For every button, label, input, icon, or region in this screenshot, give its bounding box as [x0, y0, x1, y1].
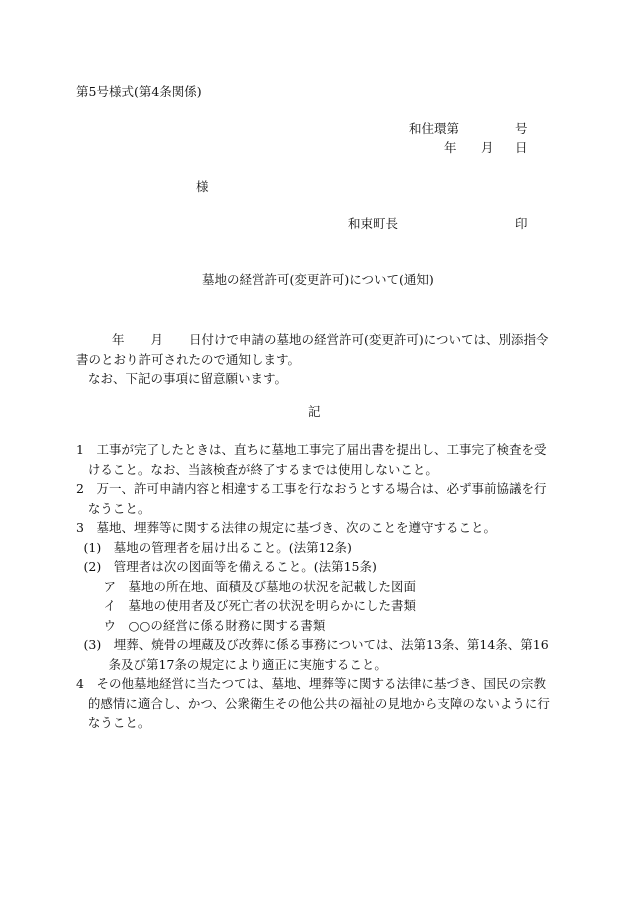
document-title: 墓地の経営許可(変更許可)について(通知): [202, 272, 434, 287]
body-date-month: 月: [150, 332, 164, 347]
document-number-suffix: 号: [515, 121, 528, 136]
note-item-3-2-a: ア 墓地の所在地、面積及び墓地の状況を記載した図面: [103, 578, 417, 594]
note-item-4: 4 その他墓地経営に当たつては、墓地、埋葬等に関する法律に基づき、国民の宗教的感情に適合し、かつ、公衆衛生その他公共の福祉の見地から支障のないように行なうこと。: [76, 676, 550, 730]
body-paragraph-1-text: 日付けで申請の墓地の経営許可(変更許可)については、別添指令書のとおり許可されたので通知します。: [76, 332, 549, 367]
note-item-3-2-u: ウ ○○の経営に係る財務に関する書類: [103, 617, 326, 633]
date-month: 月: [481, 140, 494, 155]
issuer-title: 和束町長: [348, 216, 399, 231]
note-item-2: 2 万一、許可申請内容と相違する工事を行なおうとする場合は、必ず事前協議を行なうこと。: [76, 481, 547, 516]
notes-list: [76, 440, 556, 733]
form-label: 第5号様式(第4条関係): [76, 84, 202, 99]
note-item-1: 1 工事が完了したときは、直ちに墓地工事完了届出書を提出し、工事完了検査を受けること。なお、当該検査が終了するまでは使用しないこと。: [76, 442, 547, 477]
date-year: 年: [444, 140, 457, 155]
body-paragraph-2: なお、下記の事項に留意願います。: [88, 371, 288, 386]
addressee-honorific: 様: [196, 179, 209, 194]
body-paragraph-1: [76, 330, 556, 370]
note-item-3: 3 墓地、埋葬等に関する法律の規定に基づき、次のことを遵守すること。: [76, 520, 496, 535]
document-number-prefix: 和住環第: [409, 121, 460, 136]
note-item-3-2: (2) 管理者は次の図面等を備えること。(法第15条): [83, 559, 377, 574]
ki-heading: 記: [308, 404, 321, 419]
body-date-year: 年: [112, 332, 125, 347]
date-day: 日: [515, 140, 528, 155]
issuer-seal: 印: [515, 216, 528, 231]
note-item-3-3: (3) 埋葬、焼骨の埋蔵及び改葬に係る事務については、法第13条、第14条、第16条及び第17条の規定により適正に実施すること。: [83, 637, 549, 672]
note-item-3-1: (1) 墓地の管理者を届け出ること。(法第12条): [83, 539, 352, 555]
note-item-3-2-i: イ 墓地の使用者及び死亡者の状況を明らかにした書類: [103, 598, 417, 613]
